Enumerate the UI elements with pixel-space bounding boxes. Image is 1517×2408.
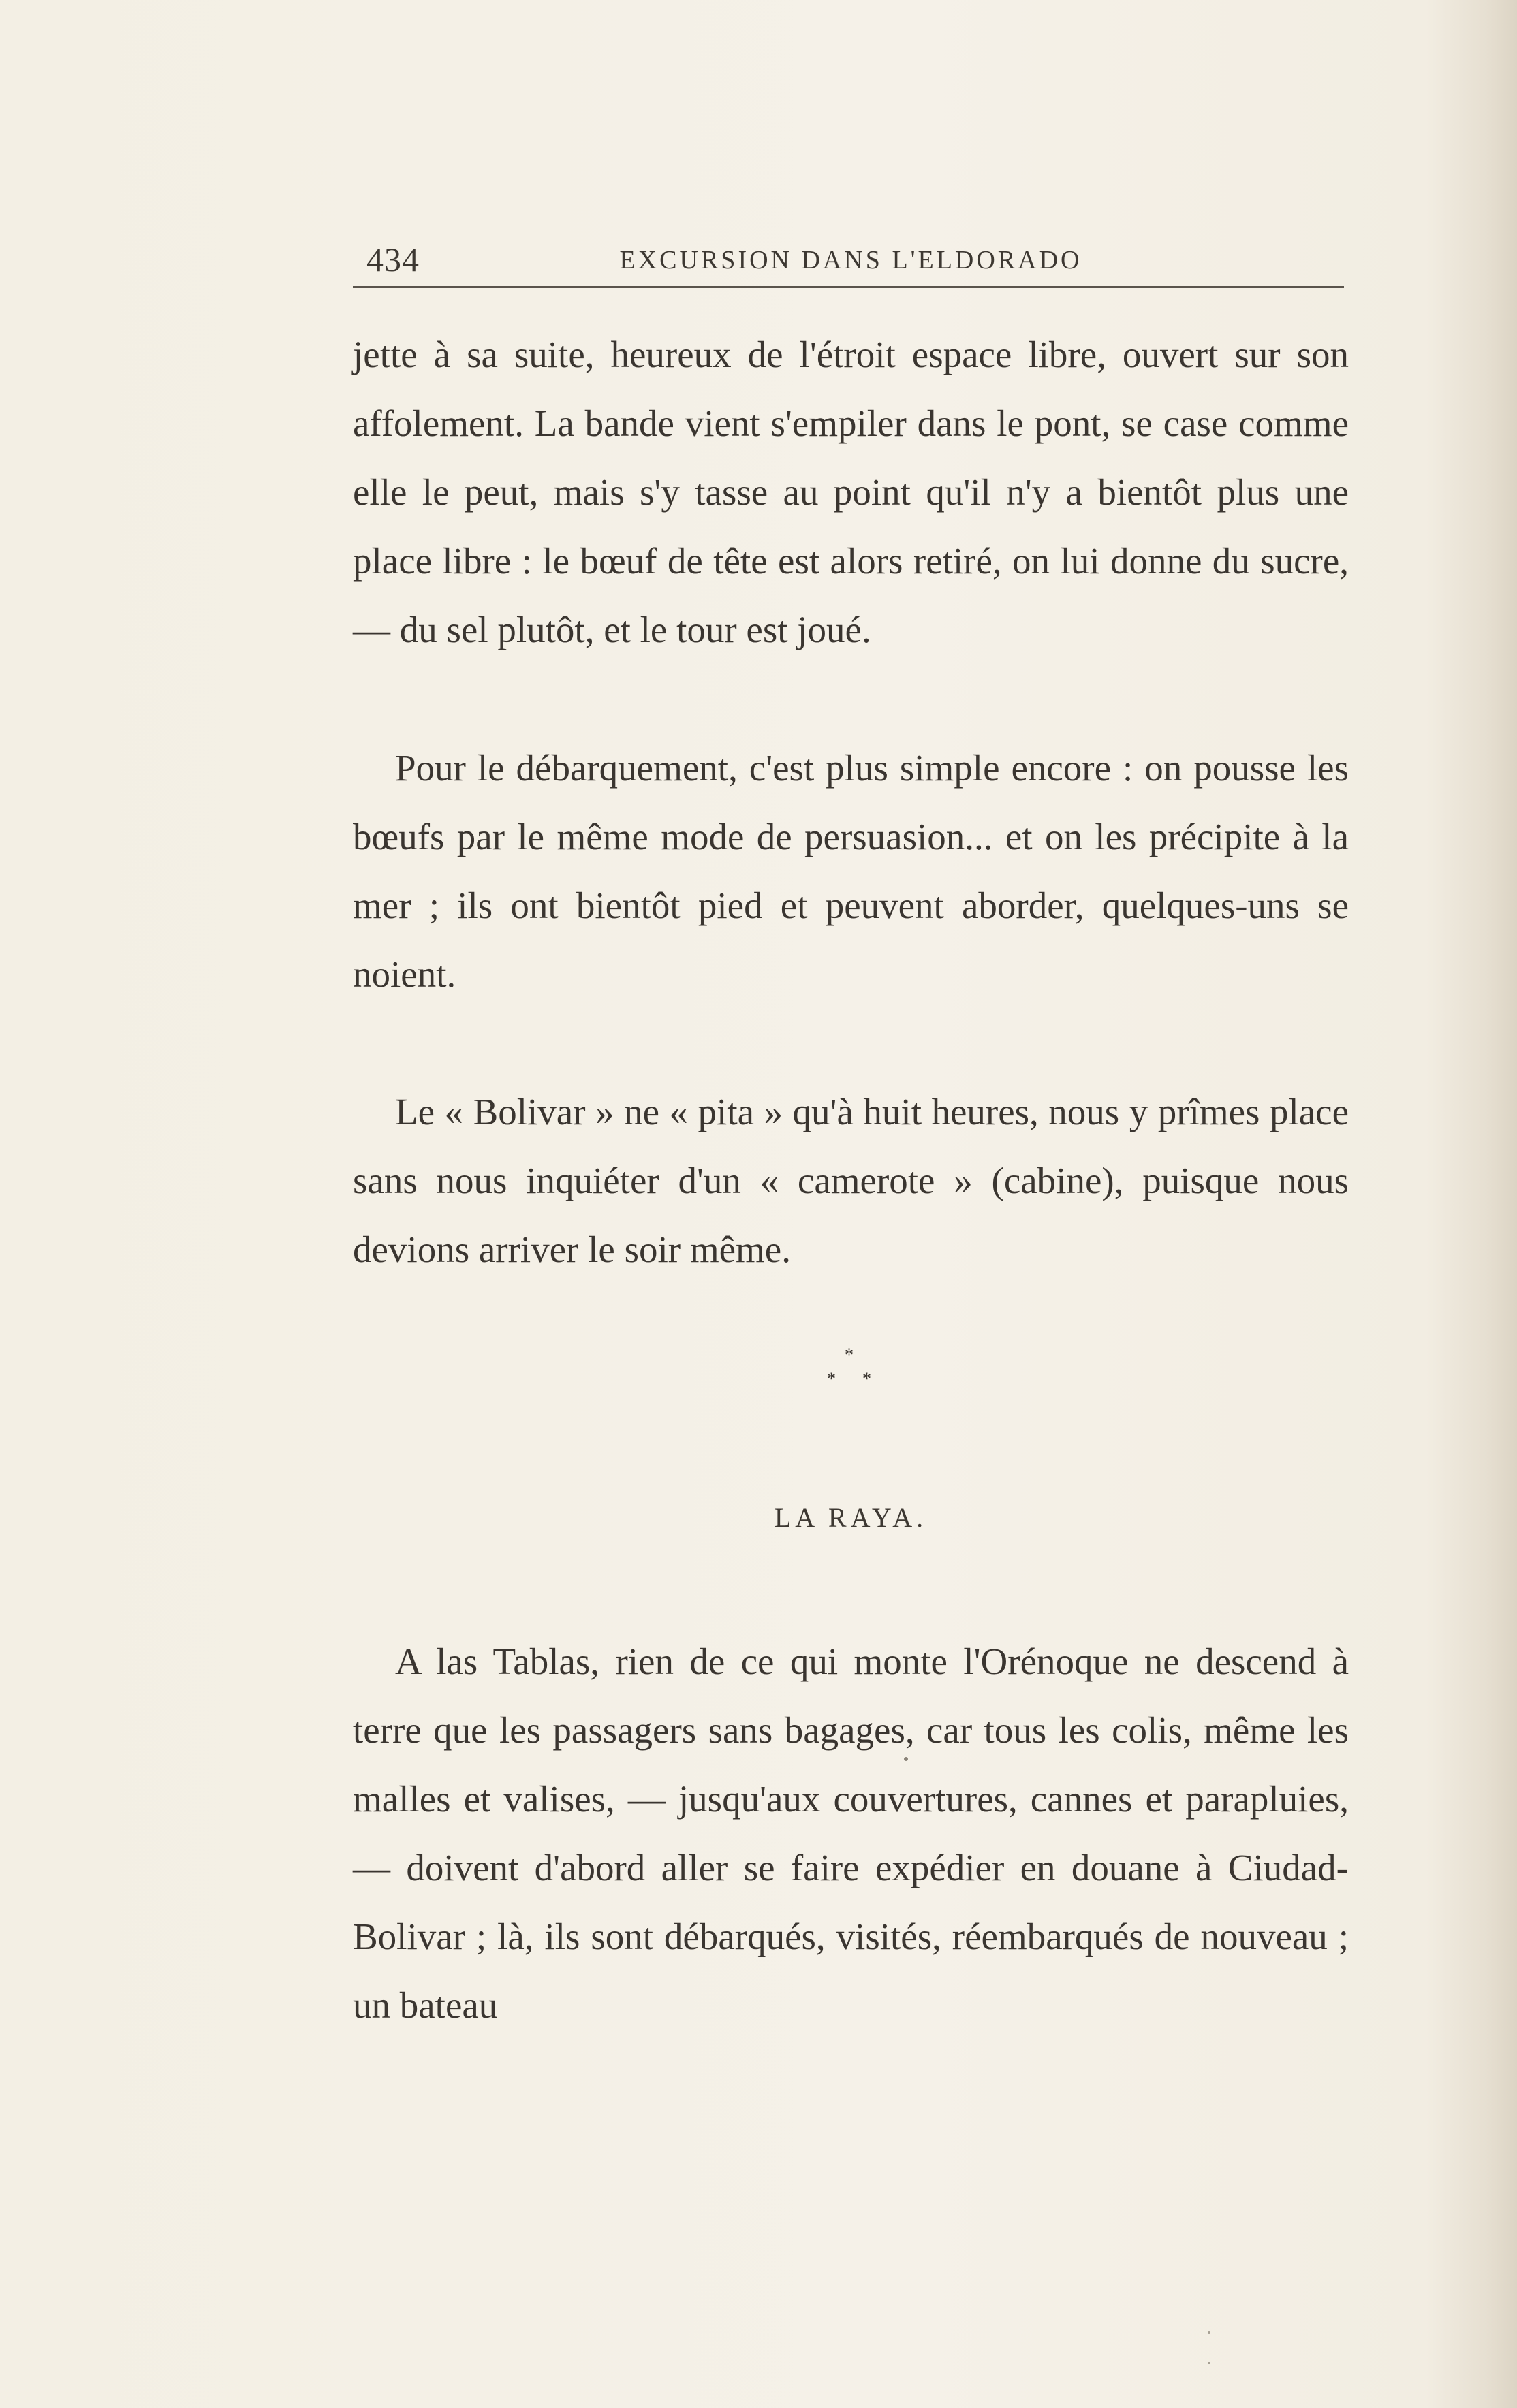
asterism-star-icon: * [827,1369,836,1389]
asterism-star-icon: * [845,1345,854,1365]
paragraph-text: A las Tablas, rien de ce qui monte l'Orénoque ne descend à terre que les passagers sans bagages, car tous les colis, même les malles et valises, — jusqu'aux couvertures, cannes et parapluies, — doivent d'abord aller se faire expédier en douane à Ciudad-Bolivar ; là, ils sont débarqués, visités, réembarqués de nouveau ; un bateau [353,1641,1349,2026]
paragraph-continuation [353,320,1349,664]
paragraph-las-tablas [353,1627,1349,2040]
paragraph-text: jette à sa suite, heureux de l'étroit espace libre, ouvert sur son affolement. La bande vient s'empiler dans le pont, se case comme elle le peut, mais s'y tasse au point qu'il n'y a bientôt plus une place libre : le bœuf de tête est alors retiré, on lui donne du sucre, — du sel plutôt, et le tour est joué. [353,334,1349,650]
running-title: EXCURSION DANS L'ELDORADO [619,246,1082,274]
paragraph-text: Le « Bolivar » ne « pita » qu'à huit heures, nous y prîmes place sans nous inquiéter d'un « camerote » (cabine), puisque nous devions arriver le soir même. [353,1091,1349,1270]
paragraph-text: Pour le débarquement, c'est plus simple encore : on pousse les bœufs par le même mode de persuasion... et on les précipite à la mer ; ils ont bientôt pied et peuvent aborder, quelques-uns se noient. [353,747,1349,995]
header-rule [353,286,1344,288]
page-number: 434 [366,240,420,279]
section-heading: LA RAYA. [774,1502,928,1533]
asterism-divider [790,1345,872,1406]
paragraph-bolivar [353,1077,1349,1284]
asterism-star-icon: * [862,1369,871,1389]
page-header [353,225,1349,286]
paragraph-disembarkation [353,733,1349,1009]
